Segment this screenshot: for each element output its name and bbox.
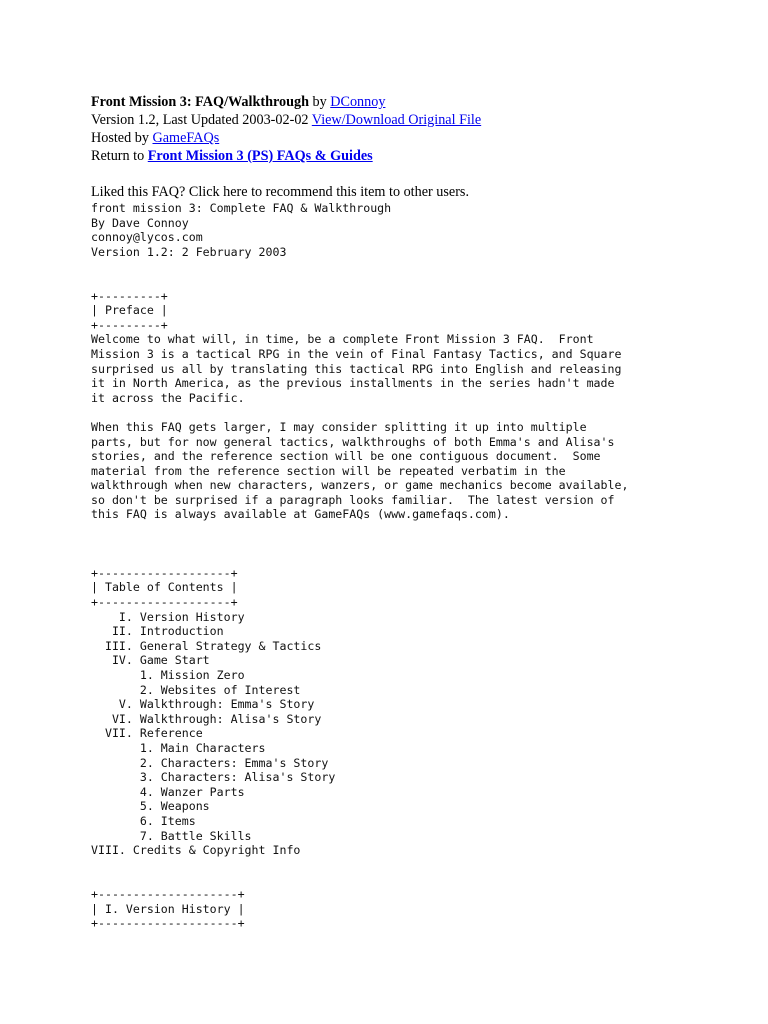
- preface-paragraph-1: Welcome to what will, in time, be a complete Front Mission 3 FAQ. Front Mission 3 is a tactical RPG in the vein of Final Fantasy Tactics, and Square surprised us all by translating this tactical RPG into English and releasing it in North America, as the previous installments in the series hadn't made it across the Pacific.: [91, 332, 622, 405]
- blank-line: [91, 872, 751, 887]
- blank-line: [91, 405, 751, 420]
- faq-intro: front mission 3: Complete FAQ & Walkthrough By Dave Connoy connoy@lycos.com Version 1.2: 2 February 2003: [91, 201, 392, 259]
- version-line: [91, 111, 751, 129]
- faq-page: [91, 93, 751, 931]
- version-text: Version 1.2, Last Updated 2003-02-02: [91, 112, 312, 128]
- blank-line: [91, 858, 751, 873]
- title-line: [91, 93, 751, 111]
- header-spacer: [91, 165, 751, 183]
- blank-line: [91, 537, 751, 552]
- faq-header: [91, 93, 751, 201]
- by-text: by: [308, 94, 331, 110]
- table-of-contents: I. Version History II. Introduction III. General Strategy & Tactics IV. Game Start 1. Mission Zero 2. Websites of Interest V. Walkthrough: Emma's Story VI. Walkthrough: Alisa's Story VII. Reference 1. Main Characters 2. Characters: Emma's Story 3. Characters: Alisa's Story 4. Wanzer Parts 5. Weapons 6. Items 7. Battle Skills VIII. Credits & Copyright Info: [91, 609, 336, 858]
- host-link[interactable]: GameFAQs: [152, 130, 220, 146]
- version-history-heading: +--------------------+ | I. Version History | +--------------------+: [91, 886, 245, 931]
- faq-title: Front Mission 3: FAQ/Walkthrough: [91, 94, 309, 110]
- return-line: [91, 147, 751, 165]
- return-text: Return to: [91, 148, 148, 164]
- toc-heading: +-------------------+ | Table of Contents | +-------------------+: [91, 565, 238, 610]
- recommend-line[interactable]: Liked this FAQ? Click here to recommend this item to other users.: [91, 184, 469, 200]
- preface-heading: +---------+ | Preface | +---------+: [91, 288, 168, 332]
- author-link[interactable]: DConnoy: [330, 94, 386, 110]
- return-link[interactable]: Front Mission 3 (PS) FAQs & Guides: [147, 148, 373, 164]
- hosted-text: Hosted by: [91, 130, 153, 146]
- download-link[interactable]: View/Download Original File: [311, 112, 482, 128]
- preface-paragraph-2: When this FAQ gets larger, I may consider splitting it up into multiple parts, but for now general tactics, walkthroughs of both Emma's and Alisa's stories, and the reference section will be one contiguous document. Some material from the reference section will be repeated verbatim in the walkthrough when new characters, wanzers, or game mechanics become available, so don't be surprised if a paragraph looks familiar. The latest version of this FAQ is always available at GameFAQs (www.gamefaqs.com).: [91, 419, 629, 522]
- blank-line: [91, 522, 751, 537]
- blank-line: [91, 551, 751, 566]
- hosted-line: [91, 129, 751, 147]
